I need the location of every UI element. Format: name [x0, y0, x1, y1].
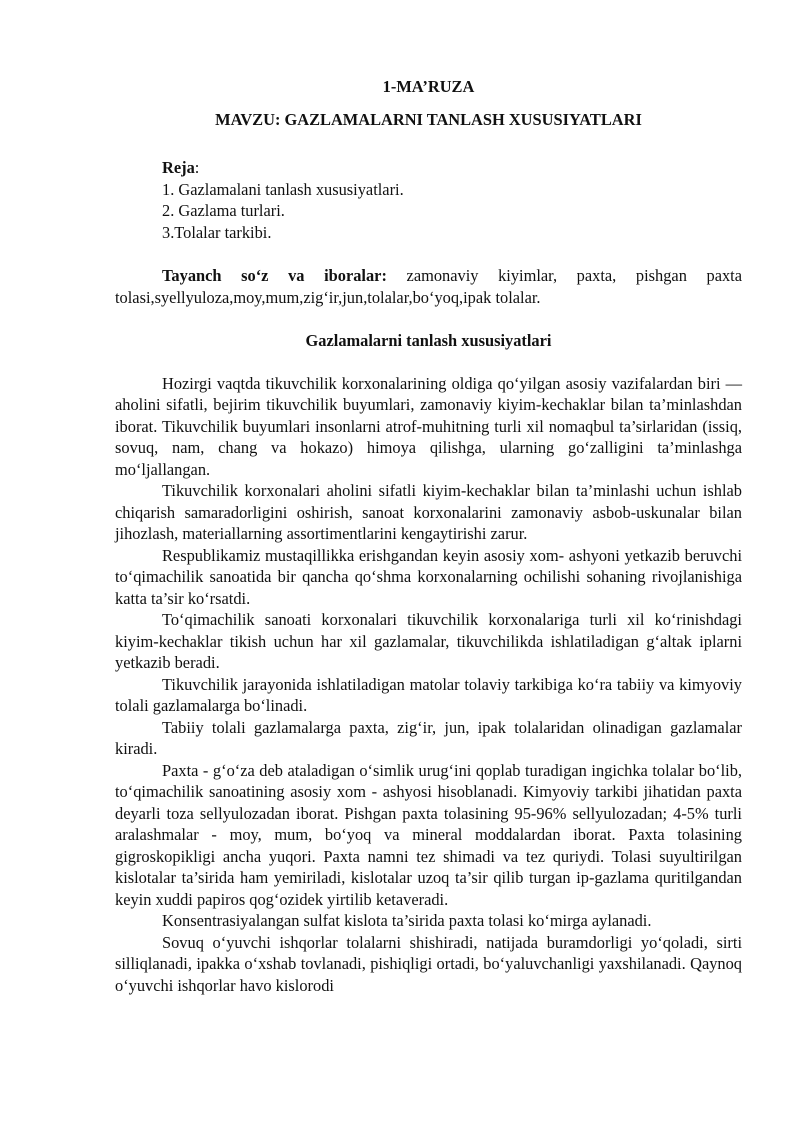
paragraph: Konsentrasiyalangan sulfat kislota ta’sirida paxta tolasi ko‘mirga aylanadi. [162, 911, 652, 930]
paragraph: To‘qimachilik sanoati korxonalari tikuvchilik korxonalariga turli xil ko‘rinishdagi kiyim-kechaklar tikish uchun har xil gazlamalar, tikuvchilikda ishlatiladigan g‘altak iplarni yetkazib beradi. [115, 610, 742, 672]
paragraph: Sovuq o‘yuvchi ishqorlar tolalarni shishiradi, natijada buramdorligi yo‘qoladi, sirti silliqlanadi, ipakka o‘xshab tovlanadi, pishiqligi ortadi, bo‘yaluvchanligi yaxshilanadi. Qaynoq o‘yuvchi ishqorlar havo kislorodi [115, 932, 742, 995]
paragraph: Tikuvchilik jarayonida ishlatiladigan matolar tolaviy tarkibiga ko‘ra tabiiy va kimyoviy tolali gazlamalarga bo‘linadi. [115, 674, 742, 715]
paragraph: Hozirgi vaqtda tikuvchilik korxonalarining oldiga qo‘yilgan asosiy vazifalardan biri — aholini sifatli, bejirim tikuvchilik buyumlari, zamonaviy kiyim-kechaklar bilan ta’minlashdan iborat. Tikuvchilik buyumlari insonlarni atrof-muhitning turli xil nomaqbul ta’sirlaridan (issiq, sovuq, nam, chang va hokazo) himoya qilishga, ularning go‘zalligini ta’minlashga mo‘ljallangan. [115, 373, 742, 479]
topic-title: MAVZU: GAZLAMALARNI TANLASH XUSUSIYATLARI [215, 109, 642, 129]
document-page [115, 76, 742, 996]
plan-block [115, 157, 742, 243]
plan-heading-line: Reja: [162, 158, 200, 177]
plan-item: 2. Gazlama turlari. [162, 201, 285, 220]
paragraph: Paxta - g‘o‘za deb ataladigan o‘simlik urug‘ini qoplab turadigan ingichka tolalar bo‘lib, to‘qimachilik sanoatining asosiy xom - ashyosi hisoblanadi. Kimyoviy tarkibi jihatidan paxta deyarli toza sellyulozadan iborat. Pishgan paxta tolasining 95-96% sellyulozadan; 4-5% turli aralashmalar - moy, mum, bo‘yoq va mineral moddalardan iborat. Paxta tolasining gigroskopikligi ancha yuqori. Paxta namni tez shimadi va tez quriydi. Tolasi suyultirilgan kislotalar ta’sirida ham yemiriladi, kislotalar uzoq ta’sir qilib turgan ip-gazlama quritilgandan keyin xuddi papiros qog‘ozidek yirtilib ketaveradi. [115, 760, 742, 909]
paragraph: Tabiiy tolali gazlamalarga paxta, zig‘ir, jun, ipak tolalaridan olinadigan gazlamalar kiradi. [115, 717, 742, 758]
keywords-paragraph [115, 265, 742, 308]
keywords-text: zamonaviy kiyimlar, paxta, pishgan paxta tolasi,syellyuloza,moy,mum,zig‘ir,jun,tolalar,bo‘yoq,ipak tolalar. [115, 266, 743, 307]
plan-item: 3.Tolalar tarkibi. [162, 222, 272, 242]
body-text [115, 373, 742, 997]
plan-item: 1. Gazlamalani tanlash xususiyatlari. [162, 179, 404, 199]
lecture-title: 1-MA’RUZA [382, 77, 475, 96]
section-heading: Gazlamalarni tanlash xususiyatlari [305, 331, 552, 350]
paragraph: Tikuvchilik korxonalari aholini sifatli kiyim-kechaklar bilan ta’minlashi uchun ishlab chiqarish samaradorligini oshirish, sanoat korxonalarini zamonaviy asbob-uskunalar bilan jihozlash, materiallarning assortimentlarini kengaytirishi zarur. [115, 481, 742, 543]
paragraph: Respublikamiz mustaqillikka erishgandan keyin asosiy xom- ashyoni yetkazib beruvchi to‘qimachilik sanoatida bir qancha qo‘shma korxonalarning ochilishi sohaning rivojlanishiga katta ta’sir ko‘rsatdi. [115, 545, 742, 608]
keywords-label: Tayanch so‘z va iboralar: [162, 266, 387, 285]
plan-heading: Reja [162, 158, 195, 177]
